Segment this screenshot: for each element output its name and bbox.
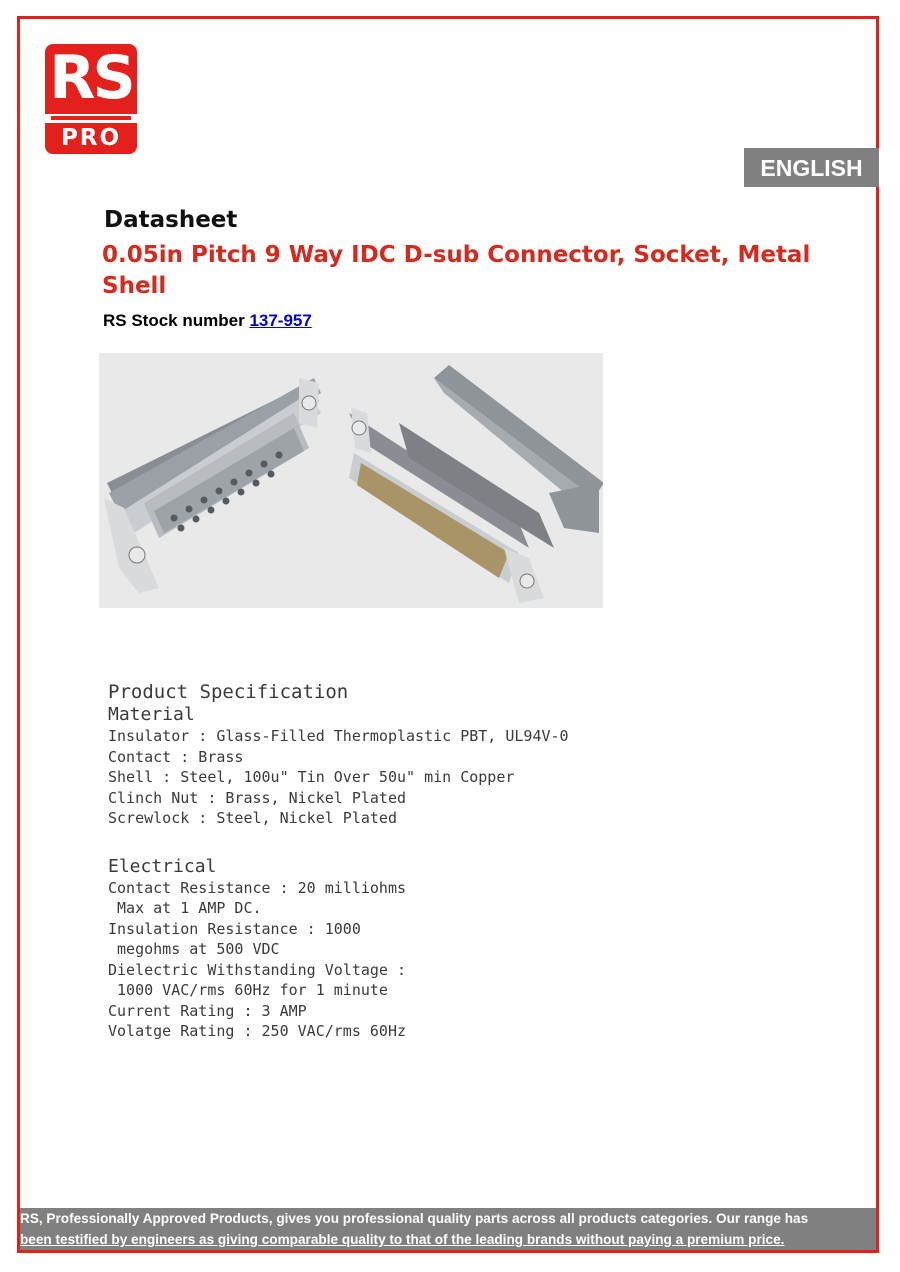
spec-gap — [108, 829, 668, 856]
electrical-heading: Electrical — [108, 855, 217, 877]
spec-line: Volatge Rating : 250 VAC/rms 60Hz — [108, 1022, 407, 1040]
spec-line: megohms at 500 VDC — [108, 940, 280, 958]
page-frame — [17, 16, 879, 1253]
product-photo — [99, 353, 603, 608]
stock-number-line — [103, 311, 312, 331]
spec-line: 1000 VAC/rms 60Hz for 1 minute — [108, 981, 388, 999]
spec-line: Screwlock : Steel, Nickel Plated — [108, 809, 397, 827]
footer-line-1: RS, Professionally Approved Products, gives you professional quality parts across all products categories. Our range has — [20, 1211, 809, 1226]
logo-pro-text: PRO — [60, 125, 122, 151]
spec-line: Shell : Steel, 100u" Tin Over 50u" min Copper — [108, 768, 515, 786]
product-specification — [108, 680, 668, 1042]
spec-line: Current Rating : 3 AMP — [108, 1001, 307, 1020]
product-title: 0.05in Pitch 9 Way IDC D-sub Connector, Socket, Metal Shell — [102, 242, 811, 299]
footer-banner — [20, 1208, 876, 1250]
spec-line: Insulator : Glass-Filled Thermoplastic PBT, UL94V-0 — [108, 727, 569, 745]
spec-line: Max at 1 AMP DC. — [108, 899, 262, 917]
spec-line: Insulation Resistance : 1000 — [108, 919, 361, 938]
spec-line: Clinch Nut : Brass, Nickel Plated — [108, 788, 407, 807]
spec-line: Contact Resistance : 20 milliohms — [108, 878, 407, 897]
spec-line: Dielectric Withstanding Voltage : — [108, 960, 407, 979]
rs-pro-logo — [45, 44, 137, 154]
logo-rs-text: RS — [49, 43, 133, 113]
material-heading: Material — [108, 704, 195, 725]
spec-heading: Product Specification — [108, 681, 349, 703]
stock-label: RS Stock number — [103, 311, 245, 330]
logo-divider — [51, 116, 131, 120]
footer-line-2: been testified by engineers as giving comparable quality to that of the leading brands without paying a premium price. — [20, 1232, 785, 1247]
stock-number-link[interactable]: 137-957 — [249, 311, 312, 330]
document-label: Datasheet — [104, 207, 238, 233]
spec-line: Contact : Brass — [108, 747, 244, 766]
language-badge: ENGLISH — [744, 148, 879, 187]
